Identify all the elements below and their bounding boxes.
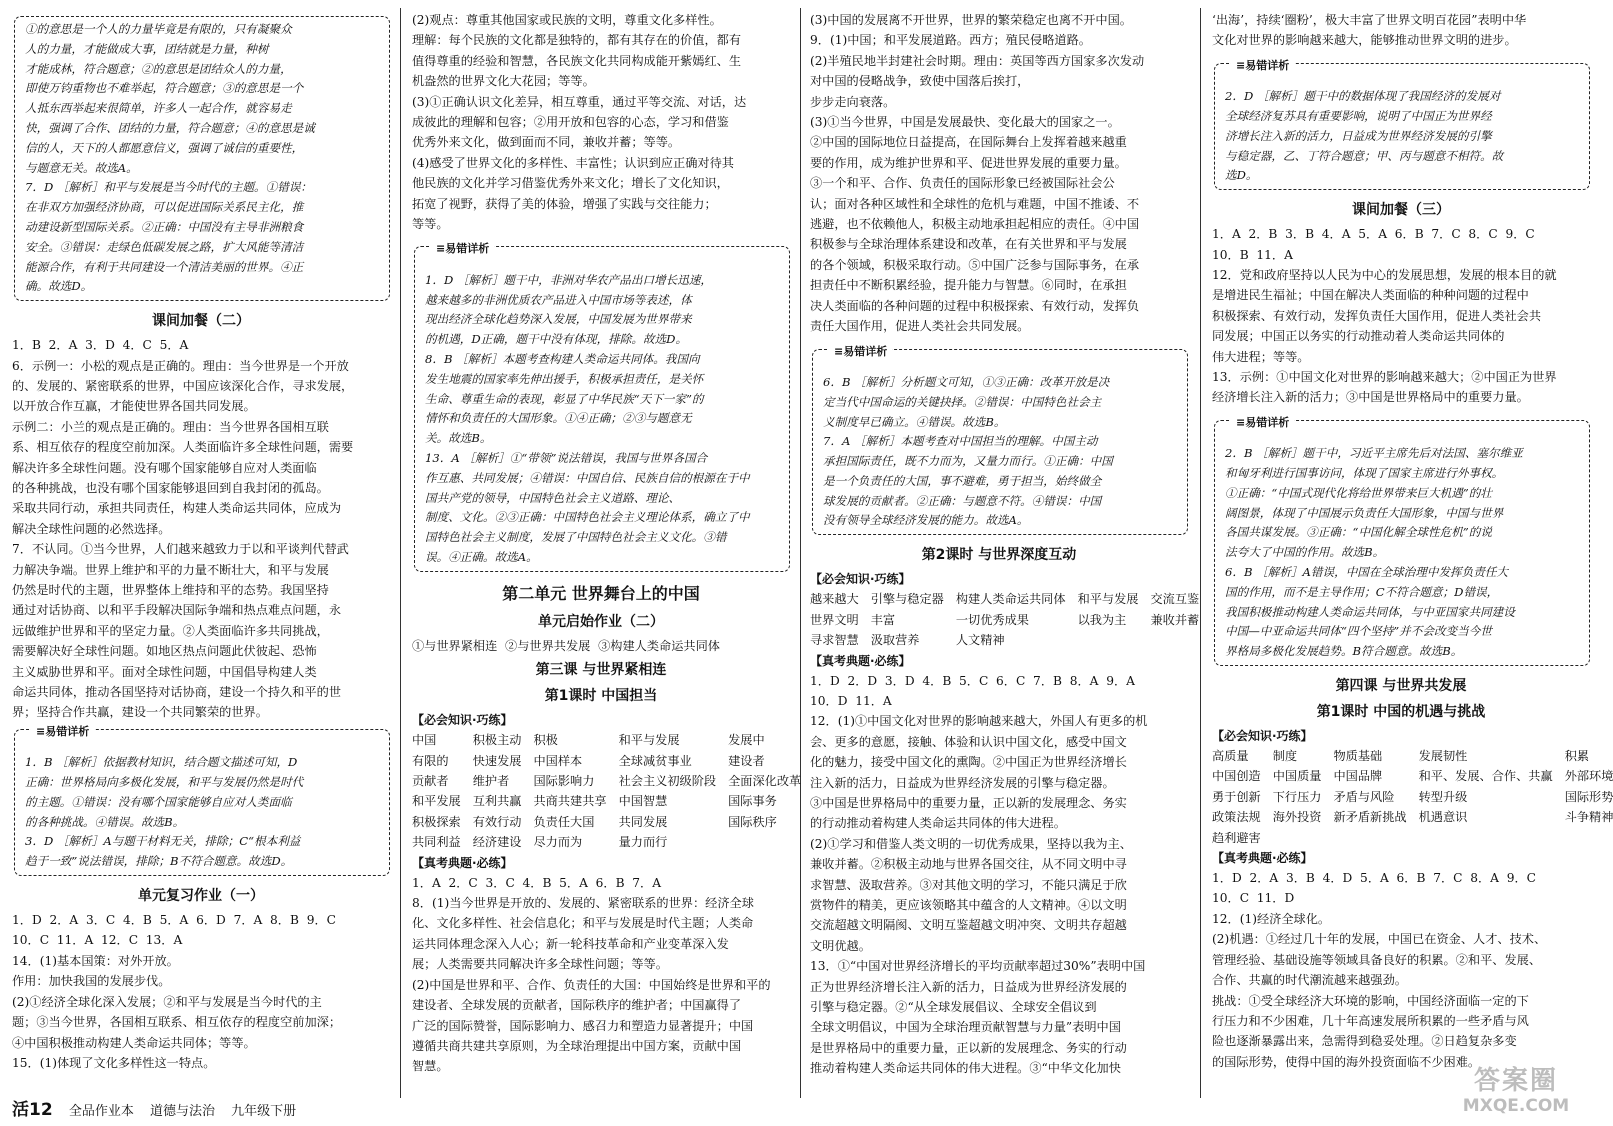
text-line: 即使万钧重物也不难举起，符合题意；③的意思是一个 [25, 81, 304, 96]
keyword: 寻求智慧 [810, 633, 859, 648]
unit-heading: 第二单元 世界舞台上的中国 [502, 583, 700, 603]
text-line: 通过对话协商、以和平手段解决国际争端和热点难点问题，永 [12, 603, 342, 618]
keyword: 共同利益 [412, 835, 461, 850]
text-line: (3)中国的发展离不开世界，世界的繁荣稳定也离不开中国。 [810, 13, 1132, 27]
text-line: 作互惠、共同发展；④错误：中国自信、民族自信的根源在于中 [425, 470, 750, 485]
keyword: 机遇意识 [1418, 810, 1468, 825]
text-line: 10．D 11．A [810, 693, 892, 708]
text-line: 中国—中亚命运共同体“四个坚持”并不会改变当今世 [1225, 624, 1492, 639]
text-line: 逃避，也不依赖他人，积极主动地承担起相应的责任。④中国 [810, 217, 1140, 232]
text-line: 责任大国作用，促进人类社会共同发展。 [810, 319, 1030, 334]
keyword: 丰富 [870, 612, 896, 627]
text-line: 法夸大了中国的作用。故选B。 [1225, 545, 1385, 560]
error-analysis-text [1225, 87, 1581, 186]
text-line: 13．①“中国对世界经济增长的平均贡献率超过30%”表明中国 [810, 959, 1146, 974]
keyword: 积极 [533, 733, 558, 748]
keyword: 一切优秀成果 [955, 612, 1029, 627]
answer-text [412, 10, 790, 234]
keyword: 和平与发展 [618, 733, 680, 748]
grade-name: 九年级下册 [231, 1104, 297, 1119]
text-line: 1．B ［解析］依据教材知识，结合题文描述可知，D [25, 755, 298, 770]
keyword: 全球减贫事业 [618, 753, 692, 768]
text-line: 等等。 [412, 217, 449, 232]
text-line: 生命、尊重生命的表现，彰显了中华民族“天下一家”的 [425, 391, 704, 406]
keyword: 越来越大 [810, 592, 859, 607]
text-line: 管理经验、基础设施等领域具备良好的积累。②和平、发展、 [1212, 952, 1542, 967]
text-line: 发生地震的国家率先伸出援手，积极承担责任，是关怀 [425, 371, 704, 386]
keyword: 互利共赢 [472, 794, 522, 809]
keyword: 新矛盾新挑战 [1333, 810, 1407, 825]
text-line: 的、发展的、紧密联系的世界，中国应该深化合作，寻求发展， [12, 378, 354, 393]
text-line: 积极探索、有效行动，发挥负责任大国作用，促进人类社会共 [1212, 308, 1542, 323]
text-line: 合作、共赢的时代潮流越来越强劲。 [1212, 973, 1407, 988]
keyword: 发展中 [728, 733, 765, 748]
label-knowledge: 【必会知识·巧练】 [412, 713, 513, 728]
watermark-text: 答案圈 [1473, 1066, 1558, 1096]
label-exam: 【真考典题·必练】 [412, 855, 513, 870]
text-line: 动建设新型国际关系。②正确：中国没有主导非洲粮食 [25, 219, 304, 234]
answer-text [1212, 224, 1590, 408]
text-line: 遵循共商共建共享原则，为全球治理提出中国方案，贡献中国 [412, 1038, 742, 1053]
keyword: 中国品牌 [1333, 769, 1383, 784]
text-line: (3)①正确认识文化差异，相互尊重，通过平等交流、对话，达 [412, 94, 747, 109]
keyword: 贡献者 [412, 774, 449, 789]
text-line: 引擎与稳定器。②“从全球发展倡议、全球安全倡议到 [810, 1000, 1097, 1014]
text-line: 在非双方加强经济协商，可以促进国际关系民主化，推 [25, 200, 304, 215]
section-heading: 单元启始作业（二） [538, 613, 664, 630]
text-line: 系、相互依存的程度空前加深。人类面临许多全球性问题，需要 [12, 440, 354, 455]
label-exam: 【真考典题·必练】 [810, 653, 911, 668]
column-divider [1200, 8, 1201, 1098]
text-line: 人的力量，才能做成大事，团结就是力量，种树 [25, 41, 269, 56]
text-line: 10．C 11．D [1212, 891, 1295, 906]
text-line: 1．D ［解析］题干中，非洲对华农产品出口增长迅速， [425, 272, 713, 287]
text-line: ③一个和平、合作、负责任的国际形象已经被国际社会公 [810, 176, 1115, 191]
keyword: 国际影响力 [533, 774, 595, 789]
text-line: 确。故选D。 [25, 279, 93, 294]
section-heading: 单元复习作业（一） [138, 888, 264, 905]
label-exam: 【真考典题·必练】 [1212, 851, 1313, 866]
text-line: ‘出海’，持续‘圈粉’，极大丰富了世界文明百花园”表明中华 [1212, 13, 1527, 27]
text-line: 远做维护世界和平的坚定力量。②人类面临许多共同挑战， [12, 623, 329, 638]
unit-line: ①与世界紧相连 ②与世界共发展 ③构建人类命运共同体 [412, 638, 720, 653]
text-line: 示例二：小兰的观点是正确的。理由：当今世界各国相互联 [12, 419, 329, 434]
column-4 [1212, 10, 1613, 1072]
text-line: 6．B ［解析］分析题文可知，①③正确：改革开放是决 [823, 374, 1110, 389]
text-line: (2)机遇：①经过几十年的发展，中国已在资金、人才、技术、 [1212, 932, 1547, 947]
text-line: 推动着构建人类命运共同体的伟大进程。③“中华文化加快 [810, 1061, 1121, 1076]
error-analysis-tag: ≡ 易错详析 [1231, 413, 1294, 433]
text-line: 以开放合作互赢，才能使世界各国共同发展。 [12, 399, 256, 414]
error-analysis-box [1214, 415, 1590, 666]
text-line: 他民族的文化并学习借鉴优秀外来文化；增长了文化知识， [412, 176, 729, 191]
keyword: 快速发展 [472, 753, 522, 768]
keyword: 海外投资 [1272, 810, 1322, 825]
keyword: 中国创造 [1212, 769, 1261, 784]
text-line: 主义威胁世界和平。面对全球性问题，中国倡导构建人类 [12, 664, 317, 679]
text-line: 越来越多的非洲优质农产品进入中国市场等表述，体 [425, 292, 692, 307]
text-line: 制度、文化。②③正确：中国特色社会主义理论体系，确立了中 [425, 510, 750, 525]
lesson-subheading: 第1课时 中国担当 [544, 688, 658, 705]
keyword: 转型升级 [1418, 789, 1468, 804]
keyword: 以我为主 [1077, 612, 1127, 627]
text-line: 险也逐渐暴露出来，急需得到稳妥处理。②日趋复杂多变 [1212, 1034, 1517, 1049]
keyword: 交流互鉴 [1150, 592, 1200, 607]
keyword: 高质量 [1212, 749, 1249, 764]
column-divider [800, 8, 801, 1098]
keyword: 政策法规 [1212, 810, 1261, 825]
text-line: 成彼此的理解和包容；②用开放和包容的心态，学习和借鉴 [412, 115, 729, 130]
watermark-url: MXQE.COM [1462, 1096, 1570, 1116]
section-heading: 课间加餐（二） [152, 313, 250, 330]
text-line: 9．(1)中国；和平发展道路。西方；殖民侵略道路。 [810, 33, 1091, 48]
text-line: 决人类面临的各种问题的过程中积极探索、有效行动，发挥负 [810, 298, 1140, 313]
keyword: 引擎与稳定器 [870, 592, 944, 607]
text-line: 济增长注入新的活力，日益成为世界经济发展的引擎 [1225, 128, 1492, 143]
text-line: (2)①学习和借鉴人类文明的一切优秀成果，坚持以我为主、 [810, 836, 1132, 851]
text-line: 文明优越。 [810, 938, 871, 953]
text-line: 关。故选B。 [425, 431, 492, 446]
keyword: 外部环境 [1564, 769, 1613, 784]
text-line: (2)半殖民地半封建社会时期。理由：英国等西方国家多次发动 [810, 53, 1145, 68]
text-line: 运共同体理念深入人心；新一轮科技革命和产业变革深入发 [412, 936, 729, 951]
keyword: 勇于创新 [1212, 789, 1261, 804]
keyword: 物质基础 [1333, 749, 1383, 764]
text-line: 1．D 2．D 3．D 4．B 5．C 6．C 7．B 8．A 9．A [810, 673, 1135, 688]
text-line: 机盎然的世界文化大花园；等等。 [412, 74, 595, 89]
text-line: 现出经济全球化趋势深入发展，中国发展为世界带来 [425, 312, 692, 327]
text-line: 8．(1)当今世界是开放的、发展的、紧密联系的世界：经济全球 [412, 896, 754, 911]
text-line: 6．B ［解析］A错误，中国在全球治理中发挥负责任大 [1225, 565, 1509, 580]
keyword: 积极探索 [412, 814, 461, 829]
keyword: 中国样本 [533, 753, 583, 768]
text-line: 国特色社会主义制度，发展了中国特色社会主义文化。③错 [425, 530, 727, 545]
text-line: 7．不认同。①当今世界，人们越来越致力于以和平谈判代替武 [12, 542, 349, 557]
text-line: 各国共谋发展。③正确：“中国化解全球性危机”的说 [1225, 525, 1492, 540]
keyword: 国际事务 [728, 794, 777, 809]
page-footer [12, 1100, 308, 1122]
text-line: 1．B 2．A 3．D 4．C 5．A [12, 338, 189, 353]
text-line: 12．(1)①中国文化对世界的影响越来越大，外国人有更多的机 [810, 714, 1148, 729]
answer-text [810, 10, 1188, 337]
text-line: 的机遇，D正确，题干中没有体现，排除。故选D。 [425, 332, 688, 347]
text-line: 力解决争端。世界上维护和平的力量不断壮大，和平与发展 [12, 562, 329, 577]
lesson-subheading: 第1课时 中国的机遇与挑战 [1316, 704, 1486, 721]
text-line: 趋于一致”说法错误，排除；B不符合题意。故选D。 [25, 854, 293, 869]
keyword: 建设者 [728, 753, 765, 768]
text-line: 12．(1)经济全球化。 [1212, 911, 1331, 926]
lesson-heading: 第四课 与世界共发展 [1335, 678, 1467, 695]
text-line: 文化对世界的影响越来越大，能够推动世界文明的进步。 [1212, 33, 1517, 48]
text-line: 7．A ［解析］本题考查对中国担当的理解。中国主动 [823, 434, 1098, 449]
text-line: 的主题。①错误：没有哪个国家能够自应对人类面临 [25, 794, 292, 809]
text-line: 快，强调了合作、团结的力量，符合题意；④的意思是诚 [25, 120, 315, 135]
keyword: 兼收并蓄 [1150, 612, 1200, 627]
keyword: 趋利避害 [1212, 830, 1261, 845]
answer-box [14, 16, 390, 301]
error-analysis-tag: ≡ 易错详析 [829, 342, 892, 362]
text-line: 是增进民生福祉；中国在解决人类面临的种种问题的过程中 [1212, 288, 1529, 303]
text-line: 兼收并蓄。②积极主动地与世界各国交往，从不同文明中寻 [810, 857, 1127, 872]
text-line: 球发展的贡献者。②正确：与题意不符。④错误：中国 [823, 493, 1102, 508]
keyword: 中国 [412, 733, 437, 748]
text-line: 解决许多全球性问题。没有哪个国家能够自应对人类面临 [12, 460, 317, 475]
keyword: 经济建设 [472, 835, 522, 850]
text-line: 广泛的国际赞誉，国际影响力、感召力和塑造力显著提升；中国 [412, 1018, 754, 1033]
text-line: 情怀和负责任的大国形象。①④正确；②③与题意无 [425, 411, 692, 426]
keyword: 负责任大国 [533, 814, 595, 829]
text-line: (2)①经济全球化深入发展；②和平与发展是当今时代的主 [12, 994, 322, 1009]
answer-text [810, 671, 1188, 1079]
text-line: 同发展；中国正以务实的行动推动着人类命运共同体的 [1212, 329, 1505, 344]
text-line: 需要解决好全球性问题。如地区热点问题此伏彼起、恐怖 [12, 644, 317, 659]
keyword-grid [1212, 746, 1613, 848]
text-line: 要的作用，成为维护世界和平、促进世界发展的重要力量。 [810, 155, 1127, 170]
keyword: 有限的 [412, 753, 449, 768]
text-line: 和匈牙利进行国事访问，体现了国家主席进行外事权。 [1225, 466, 1504, 481]
text-line: 的各种挑战。④错误。故选B。 [25, 814, 185, 829]
error-analysis-box [1214, 58, 1590, 190]
text-line: (2)观点：尊重其他国家或民族的文明，尊重文化多样性。 [412, 13, 722, 27]
text-line: ①的意思是一个人的力量毕竟是有限的，只有凝聚众 [25, 22, 292, 36]
text-line: 正为世界经济增长注入新的活力，日益成为世界经济发展的 [810, 979, 1127, 994]
text-line: 仍然是时代的主题，世界整体上维持和平的态势。我国坚持 [12, 583, 329, 598]
text-line: 步步走向衰落。 [810, 94, 896, 109]
section-heading: 课间加餐（三） [1352, 202, 1450, 219]
text-line: 值得尊重的经验和智慧，各民族文化共同构成能开紫嫣红、生 [412, 53, 742, 68]
page-number: 活12 [12, 1100, 53, 1120]
error-analysis-text [425, 271, 781, 568]
text-line: 命运共同体，推动各国坚持对话协商，建设一个持久和平的世 [12, 685, 342, 700]
keyword: 斗争精神 [1564, 810, 1613, 825]
text-line: 注入新的活力，日益成为世界经济发展的引擎与稳定器。 [810, 775, 1115, 790]
text-line: 行压力和不少困难，几十年高速发展所积累的一些矛盾与风 [1212, 1013, 1529, 1028]
keyword: 社会主义初级阶段 [618, 774, 717, 789]
text-line: 的行动推动着构建人类命运共同体的伟大进程。 [810, 816, 1066, 831]
text-line: (2)中国是世界和平、合作、负责任的大国：中国始终是世界和平的 [412, 977, 771, 992]
keyword: 制度 [1272, 749, 1298, 764]
error-analysis-box [812, 344, 1188, 536]
text-line: 的国际形势，使得中国的海外投资面临不少困难。 [1212, 1054, 1481, 1069]
text-line: 对中国的侵略战争，致使中国落后挨打， [810, 74, 1030, 89]
text-line: 理解：每个民族的文化都是独特的，都有其存在的价值，都有 [412, 33, 742, 48]
text-line: 与稳定器，乙、丁符合题意；甲、丙与题意不相符。故 [1225, 148, 1504, 163]
text-line: 界；坚持合作共赢，建设一个共同繁荣的世界。 [12, 705, 268, 720]
keyword: 积极主动 [472, 733, 522, 748]
text-line: 作用：加快我国的发展步伐。 [12, 974, 171, 989]
text-line: 1．D 2．A 3．B 4．D 5．A 6．B 7．C 8．A 9．C [1212, 871, 1536, 886]
text-line: 13．示例：①中国文化对世界的影响越来越大；②中国正为世界 [1212, 370, 1557, 385]
text-line: 承担国际责任，既不力而为，又量力而行。①正确：中国 [823, 454, 1113, 469]
answer-text [412, 873, 790, 1077]
text-line: 定当代中国命运的关键抉择。②错误：中国特色社会主 [823, 394, 1102, 409]
text-line: 解决全球性问题的必然选择。 [12, 521, 171, 536]
text-line: 优秀外来文化，做到面而不同，兼收并蓄；等等。 [412, 135, 681, 150]
text-line: 2．B ［解析］题干中，习近平主席先后对法国、塞尔维亚 [1225, 446, 1523, 461]
text-line: (4)感受了世界文化的多样性、丰富性；认识到应正确对待其 [412, 155, 734, 170]
text-line: 智慧。 [412, 1059, 449, 1074]
keyword: 下行压力 [1272, 789, 1322, 804]
keyword: 世界文明 [810, 612, 859, 627]
text-line: 的各个领域，积极采取行动。⑤中国广泛参与国际事务，在承 [810, 257, 1140, 272]
keyword: 人文精神 [955, 633, 1005, 648]
text-line: 才能成林，符合题意；②的意思是团结众人的力量， [25, 61, 292, 76]
text-line: 认；面对各种区域性和全球性的危机与难题，中国不推诿、不 [810, 196, 1140, 211]
lesson-subheading: 第2课时 与世界深度互动 [921, 547, 1077, 564]
answer-text [1212, 10, 1590, 51]
text-line: 2．D ［解析］题干中的数据体现了我国经济的发展对 [1225, 89, 1501, 104]
text-line: 选D。 [1225, 168, 1258, 183]
text-line: 我国积极推动构建人类命运共同体，与中亚国家共同建设 [1225, 604, 1515, 619]
keyword: 中国质量 [1272, 769, 1322, 784]
text-line: 国的作用，而不是主导作用；C不符合题意；D错误， [1225, 584, 1499, 599]
error-analysis-box [14, 724, 390, 876]
text-line: 10．C 11．A 12．C 13．A [12, 933, 183, 948]
text-line: 界格局多极化发展趋势。B符合题意。故选B。 [1225, 644, 1463, 659]
text-line: 误。④正确。故选A。 [425, 550, 538, 565]
text-line: 题；③当今世界，各国相互联系、相互依存的程度空前加深； [12, 1015, 342, 1030]
text-line: 化、文化多样性、社会信息化；和平与发展是时代主题；人类命 [412, 916, 754, 931]
text-line: (3)①当今世界，中国是发展最快、变化最大的国家之一。 [810, 115, 1120, 130]
text-line: 经济增长注入新的活力；③中国是世界格局中的重要力量。 [1212, 390, 1529, 405]
text-line: 是一个负责任的大国，事不避难，勇于担当，始终做全 [823, 473, 1102, 488]
text-line: 伟大进程；等等。 [1212, 349, 1310, 364]
text-line: 积极参与全球治理体系建设和改革，在有关世界和平与发展 [810, 237, 1127, 252]
watermark-logo [1450, 1066, 1582, 1122]
answer-text [1212, 868, 1590, 1072]
label-knowledge: 【必会知识·巧练】 [1212, 729, 1313, 744]
text-line: 8．B ［解析］本题考查构建人类命运共同体。我国向 [425, 352, 700, 367]
keyword: 量力而行 [618, 835, 668, 850]
column-1 [12, 10, 390, 1073]
keyword: 和平发展 [412, 794, 461, 809]
text-line: 拓宽了视野，获得了美的体验，增强了实践与交往能力； [412, 196, 717, 211]
keyword: 发展韧性 [1418, 749, 1468, 764]
keyword: 国际形势 [1564, 789, 1613, 804]
text-line: 担责任中不断积累经验，提升能力与智慧。⑥同时，在承担 [810, 278, 1127, 293]
text-line: 6．示例一：小松的观点是正确的。理由：当今世界是一个开放 [12, 358, 349, 373]
text-line: 的各种挑战，也没有哪个国家能够退回到自我封闭的孤岛。 [12, 481, 329, 495]
text-line: 是世界格局中的重要力量，正以新的发展理念、务实的行动 [810, 1040, 1127, 1055]
error-analysis-text [25, 753, 381, 872]
text-line: 赏物件的精美，更应该领略其中蕴含的人文精神。④以文明 [810, 897, 1127, 912]
text-line: 安全。③错误：走绿色低碳发展之路，扩大风能等清洁 [25, 239, 304, 254]
error-analysis-text [1225, 444, 1581, 662]
book-title: 全品作业本 [68, 1104, 134, 1119]
text-line: 1．D 2．A 3．C 4．B 5．A 6．D 7．A 8．B 9．C [12, 913, 336, 928]
keyword: 有效行动 [472, 814, 522, 829]
text-line: ①正确：“中国式现代化将给世界带来巨大机遇”的壮 [1225, 485, 1492, 500]
keyword: 全面深化改革 [728, 774, 802, 789]
label-knowledge: 【必会知识·巧练】 [810, 572, 911, 587]
keyword: 和平、发展、合作、共赢 [1418, 769, 1553, 784]
text-line: 正确：世界格局向多极化发展，和平与发展仍然是时代 [25, 775, 304, 790]
answer-text [12, 910, 390, 1073]
keyword: 积累 [1564, 749, 1590, 764]
subject-name: 道德与法治 [149, 1104, 215, 1119]
text-line: 人抵东西举起来很简单，许多人一起合作，就容易走 [25, 101, 292, 116]
text-line: 1．A 2．C 3．C 4．B 5．A 6．B 7．A [412, 875, 662, 890]
keyword: 共商共建共享 [533, 794, 607, 809]
keyword: 构建人类命运共同体 [955, 592, 1066, 607]
error-analysis-tag: ≡ 易错详析 [1231, 56, 1294, 76]
text-line: 阔图景，体现了中国展示负责任大国形象，中国与世界 [1225, 505, 1504, 520]
keyword: 和平与发展 [1077, 592, 1139, 607]
error-analysis-box [414, 242, 790, 571]
text-line: 化的魅力，接受中国文化的熏陶。②中国正为世界经济增长 [810, 755, 1127, 770]
text-line: 没有领导全球经济发展的能力。故选A。 [823, 513, 1029, 528]
text-line: 建设者、全球发展的贡献者，国际秩序的维护者；中国赢得了 [412, 998, 742, 1013]
column-2 [412, 10, 802, 1077]
keyword: 维护者 [472, 774, 510, 789]
text-line: 15．(1)体现了文化多样性这一特点。 [12, 1055, 216, 1070]
keyword: 尽力而为 [533, 835, 583, 850]
text-line: 能源合作，有利于共同建设一个清洁美丽的世界。④正 [25, 259, 304, 274]
text-line: 交流超越文明隔阂、文明互鉴超越文明冲突、文明共存超越 [810, 918, 1127, 933]
text-line: 14．(1)基本国策：对外开放。 [12, 953, 179, 968]
text-line: 会、更多的意愿，接触、体验和认识中国文化，感受中国文 [810, 734, 1127, 749]
text-line: 7．D ［解析］和平与发展是当今时代的主题。①错误： [25, 180, 313, 195]
text-line: 与题意无关。故选A。 [25, 160, 138, 175]
answer-text [12, 335, 390, 723]
keyword-grid [412, 730, 802, 852]
text-line: 求智慧、汲取营养。③对其他文明的学习，不能只满足于欣 [810, 877, 1127, 892]
text-line: 13．A ［解析］①“带领”说法错误，我国与世界各国合 [425, 451, 708, 466]
text-line: 全球经济复苏具有重要影响，说明了中国正为世界经 [1225, 109, 1492, 124]
text-line: 10．B 11．A [1212, 247, 1293, 262]
text-line: 3．D ［解析］A与题干材料无关，排除；C“根本利益 [25, 834, 301, 849]
text-line: 12．党和政府坚持以人民为中心的发展思想，发展的根本目的就 [1212, 268, 1557, 283]
text-line: 采取共同行动，承担共同责任，构建人类命运共同体，应成为 [12, 501, 342, 516]
text-line: 挑战：①受全球经济大环境的影响，中国经济面临一定的下 [1212, 993, 1529, 1008]
column-divider [400, 8, 401, 1098]
lesson-heading: 第三课 与世界紧相连 [535, 662, 667, 679]
error-analysis-text [823, 373, 1179, 531]
keyword: 汲取营养 [870, 633, 920, 648]
text-line: 1．A 2．B 3．B 4．A 5．A 6．B 7．C 8．C 9．C [1212, 227, 1535, 242]
text-line: ②中国的国际地位日益提高，在国际舞台上发挥着越来越重 [810, 135, 1127, 150]
text-line: 信的人，天下的人都愿意信义，强调了诚信的重要性， [25, 140, 304, 155]
keyword: 中国智慧 [618, 794, 668, 809]
text-line: 国共产党的领导，中国特色社会主义道路、理论、 [425, 490, 681, 505]
text-line: ④中国积极推动构建人类命运共同体；等等。 [12, 1035, 256, 1050]
text-line: 展；人类需要共同解决许多全球性问题；等等。 [412, 957, 668, 972]
error-analysis-tag: ≡ 易错详析 [431, 239, 494, 259]
keyword: 矛盾与风险 [1333, 789, 1395, 804]
keyword-grid [810, 589, 1200, 650]
text-line: ③中国是世界格局中的重要力量，正以新的发展理念、务实 [810, 795, 1127, 810]
text-line: 义制度早已确立。④错误。故选B。 [823, 414, 1006, 429]
error-analysis-tag: ≡ 易错详析 [31, 722, 94, 742]
keyword: 共同发展 [618, 814, 668, 829]
text-line: 全球文明倡议，中国为全球治理贡献智慧与力量”表明中国 [810, 1020, 1121, 1035]
keyword: 国际秩序 [728, 814, 777, 829]
column-3 [810, 10, 1200, 1079]
